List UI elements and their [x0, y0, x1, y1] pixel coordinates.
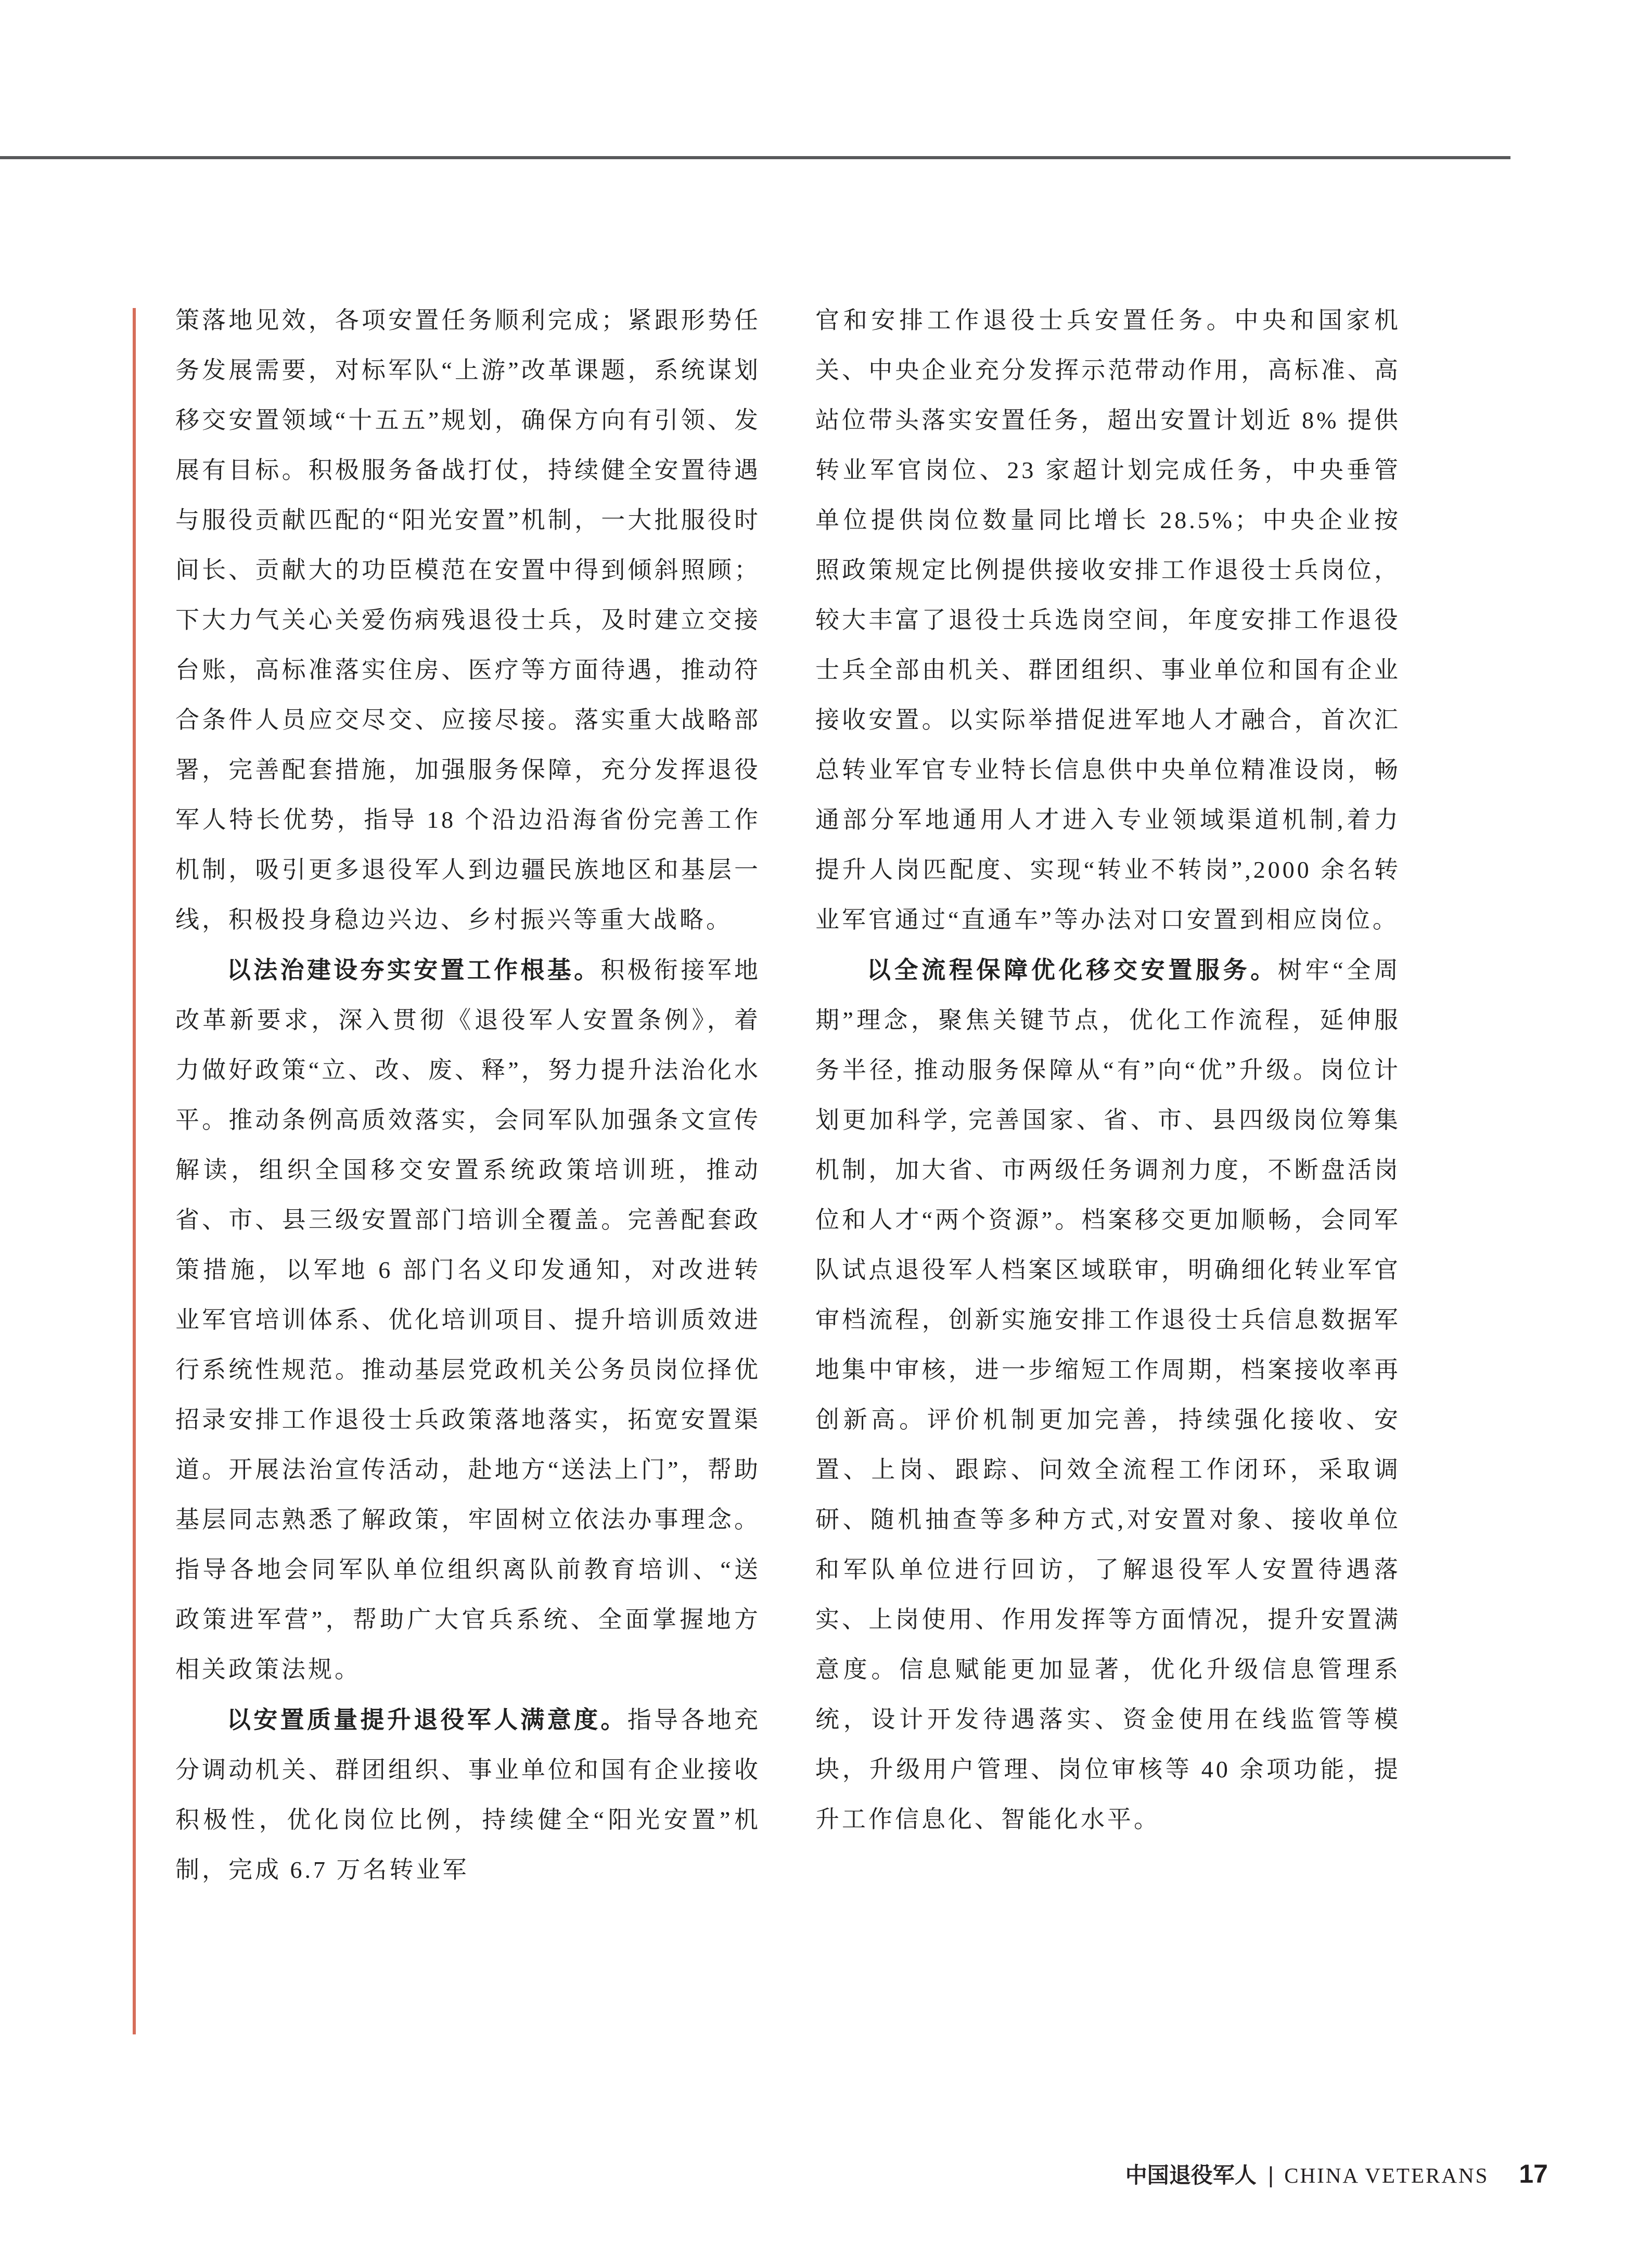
- left-accent-line: [133, 308, 136, 2034]
- paragraph-continuation: 官和安排工作退役士兵安置任务。中央和国家机关、中央企业充分发挥示范带动作用，高标准、高站位带头落实安置任务，超出安置计划近 8% 提供转业军官岗位、23 家超计划完成任务，中央垂管单位提供岗位数量同比增长 28.5%；中央企业按照政策规定比例提供接收安排工作退役士兵岗位，较大丰富了退役士兵选岗空间，年度安排工作退役士兵全部由机关、群团组织、事业单位和国有企业接收安置。以实际举措促进军地人才融合，首次汇总转业军官专业特长信息供中央单位精准设岗，畅通部分军地通用人才进入专业领域渠道机制,着力提升人岗匹配度、实现“转业不转岗”,2000 余名转业军官通过“直通车”等办法对口安置到相应岗位。: [815, 307, 1401, 933]
- paragraph-continuation: 策落地见效，各项安置任务顺利完成；紧跟形势任务发展需要，对标军队“上游”改革课题，系统谋划移交安置领域“十五五”规划，确保方向有引领、发展有目标。积极服务备战打仗，持续健全安置待遇与服役贡献匹配的“阳光安置”机制，一大批服役时间长、贡献大的功臣模范在安置中得到倾斜照顾；下大力气关心关爱伤病残退役士兵，及时建立交接台账，高标准落实住房、医疗等方面待遇，推动符合条件人员应交尽交、应接尽接。落实重大战略部署，完善配套措施，加强服务保障，充分发挥退役军人特长优势，指导 18 个沿边沿海省份完善工作机制，吸引更多退役军人到边疆民族地区和基层一线，积极投身稳边兴边、乡村振兴等重大战略。: [175, 307, 761, 933]
- paragraph-text: 指导各地充分调动机关、群团组织、事业单位和国有企业接收积极性，优化岗位比例，持续健全“阳光安置”机制，完成 6.7 万名转业军: [175, 1707, 761, 1883]
- text-column-left: [175, 296, 761, 1895]
- header-rule: [0, 156, 1510, 159]
- footer-divider: |: [1267, 2162, 1274, 2188]
- paragraph-lead-heading: 以全流程保障优化移交安置服务。: [866, 956, 1278, 983]
- page-footer: [1125, 2158, 1548, 2189]
- paragraph-text: 积极衔接军地改革新要求，深入贯彻《退役军人安置条例》，着力做好政策“立、改、废、释”，努力提升法治化水平。推动条例高质效落实，会同军队加强条文宣传解读，组织全国移交安置系统政策培训班，推动省、市、县三级安置部门培训全覆盖。完善配套政策措施，以军地 6 部门名义印发通知，对改进转业军官培训体系、优化培训项目、提升培训质效进行系统性规范。推动基层党政机关公务员岗位择优招录安排工作退役士兵政策落地落实，拓宽安置渠道。开展法治宣传活动，赴地方“送法上门”，帮助基层同志熟悉了解政策，牢固树立依法办事理念。指导各地会同军队单位组织离队前教育培训、“送政策进军营”，帮助广大官兵系统、全面掌握地方相关政策法规。: [175, 957, 761, 1683]
- paragraph-text: 树牢“全周期”理念，聚焦关键节点，优化工作流程，延伸服务半径, 推动服务保障从“有”向“优”升级。岗位计划更加科学, 完善国家、省、市、县四级岗位筹集机制，加大省、市两级任务调剂力度，不断盘活岗位和人才“两个资源”。档案移交更加顺畅，会同军队试点退役军人档案区域联审，明确细化转业军官审档流程，创新实施安排工作退役士兵信息数据军地集中审核，进一步缩短工作周期，档案接收率再创新高。评价机制更加完善，持续强化接收、安置、上岗、跟踪、问效全流程工作闭环，采取调研、随机抽查等多种方式,对安置对象、接收单位和军队单位进行回访，了解退役军人安置待遇落实、上岗使用、作用发挥等方面情况，提升安置满意度。信息赋能更加显著，优化升级信息管理系统，设计开发待遇落实、资金使用在线监管等模块，升级用户管理、岗位审核等 40 余项功能，提升工作信息化、智能化水平。: [815, 957, 1401, 1833]
- paragraph: [175, 945, 761, 1695]
- page-number: 17: [1519, 2159, 1548, 2188]
- text-column-right: [815, 296, 1401, 1844]
- paragraph: [175, 1695, 761, 1895]
- paragraph-lead-heading: 以法治建设夯实安置工作根基。: [226, 956, 601, 983]
- paragraph-lead-heading: 以安置质量提升退役军人满意度。: [226, 1706, 627, 1733]
- paragraph: [815, 945, 1401, 1844]
- magazine-name-en: CHINA VETERANS: [1284, 2163, 1489, 2187]
- magazine-name-cn: 中国退役军人: [1125, 2163, 1257, 2187]
